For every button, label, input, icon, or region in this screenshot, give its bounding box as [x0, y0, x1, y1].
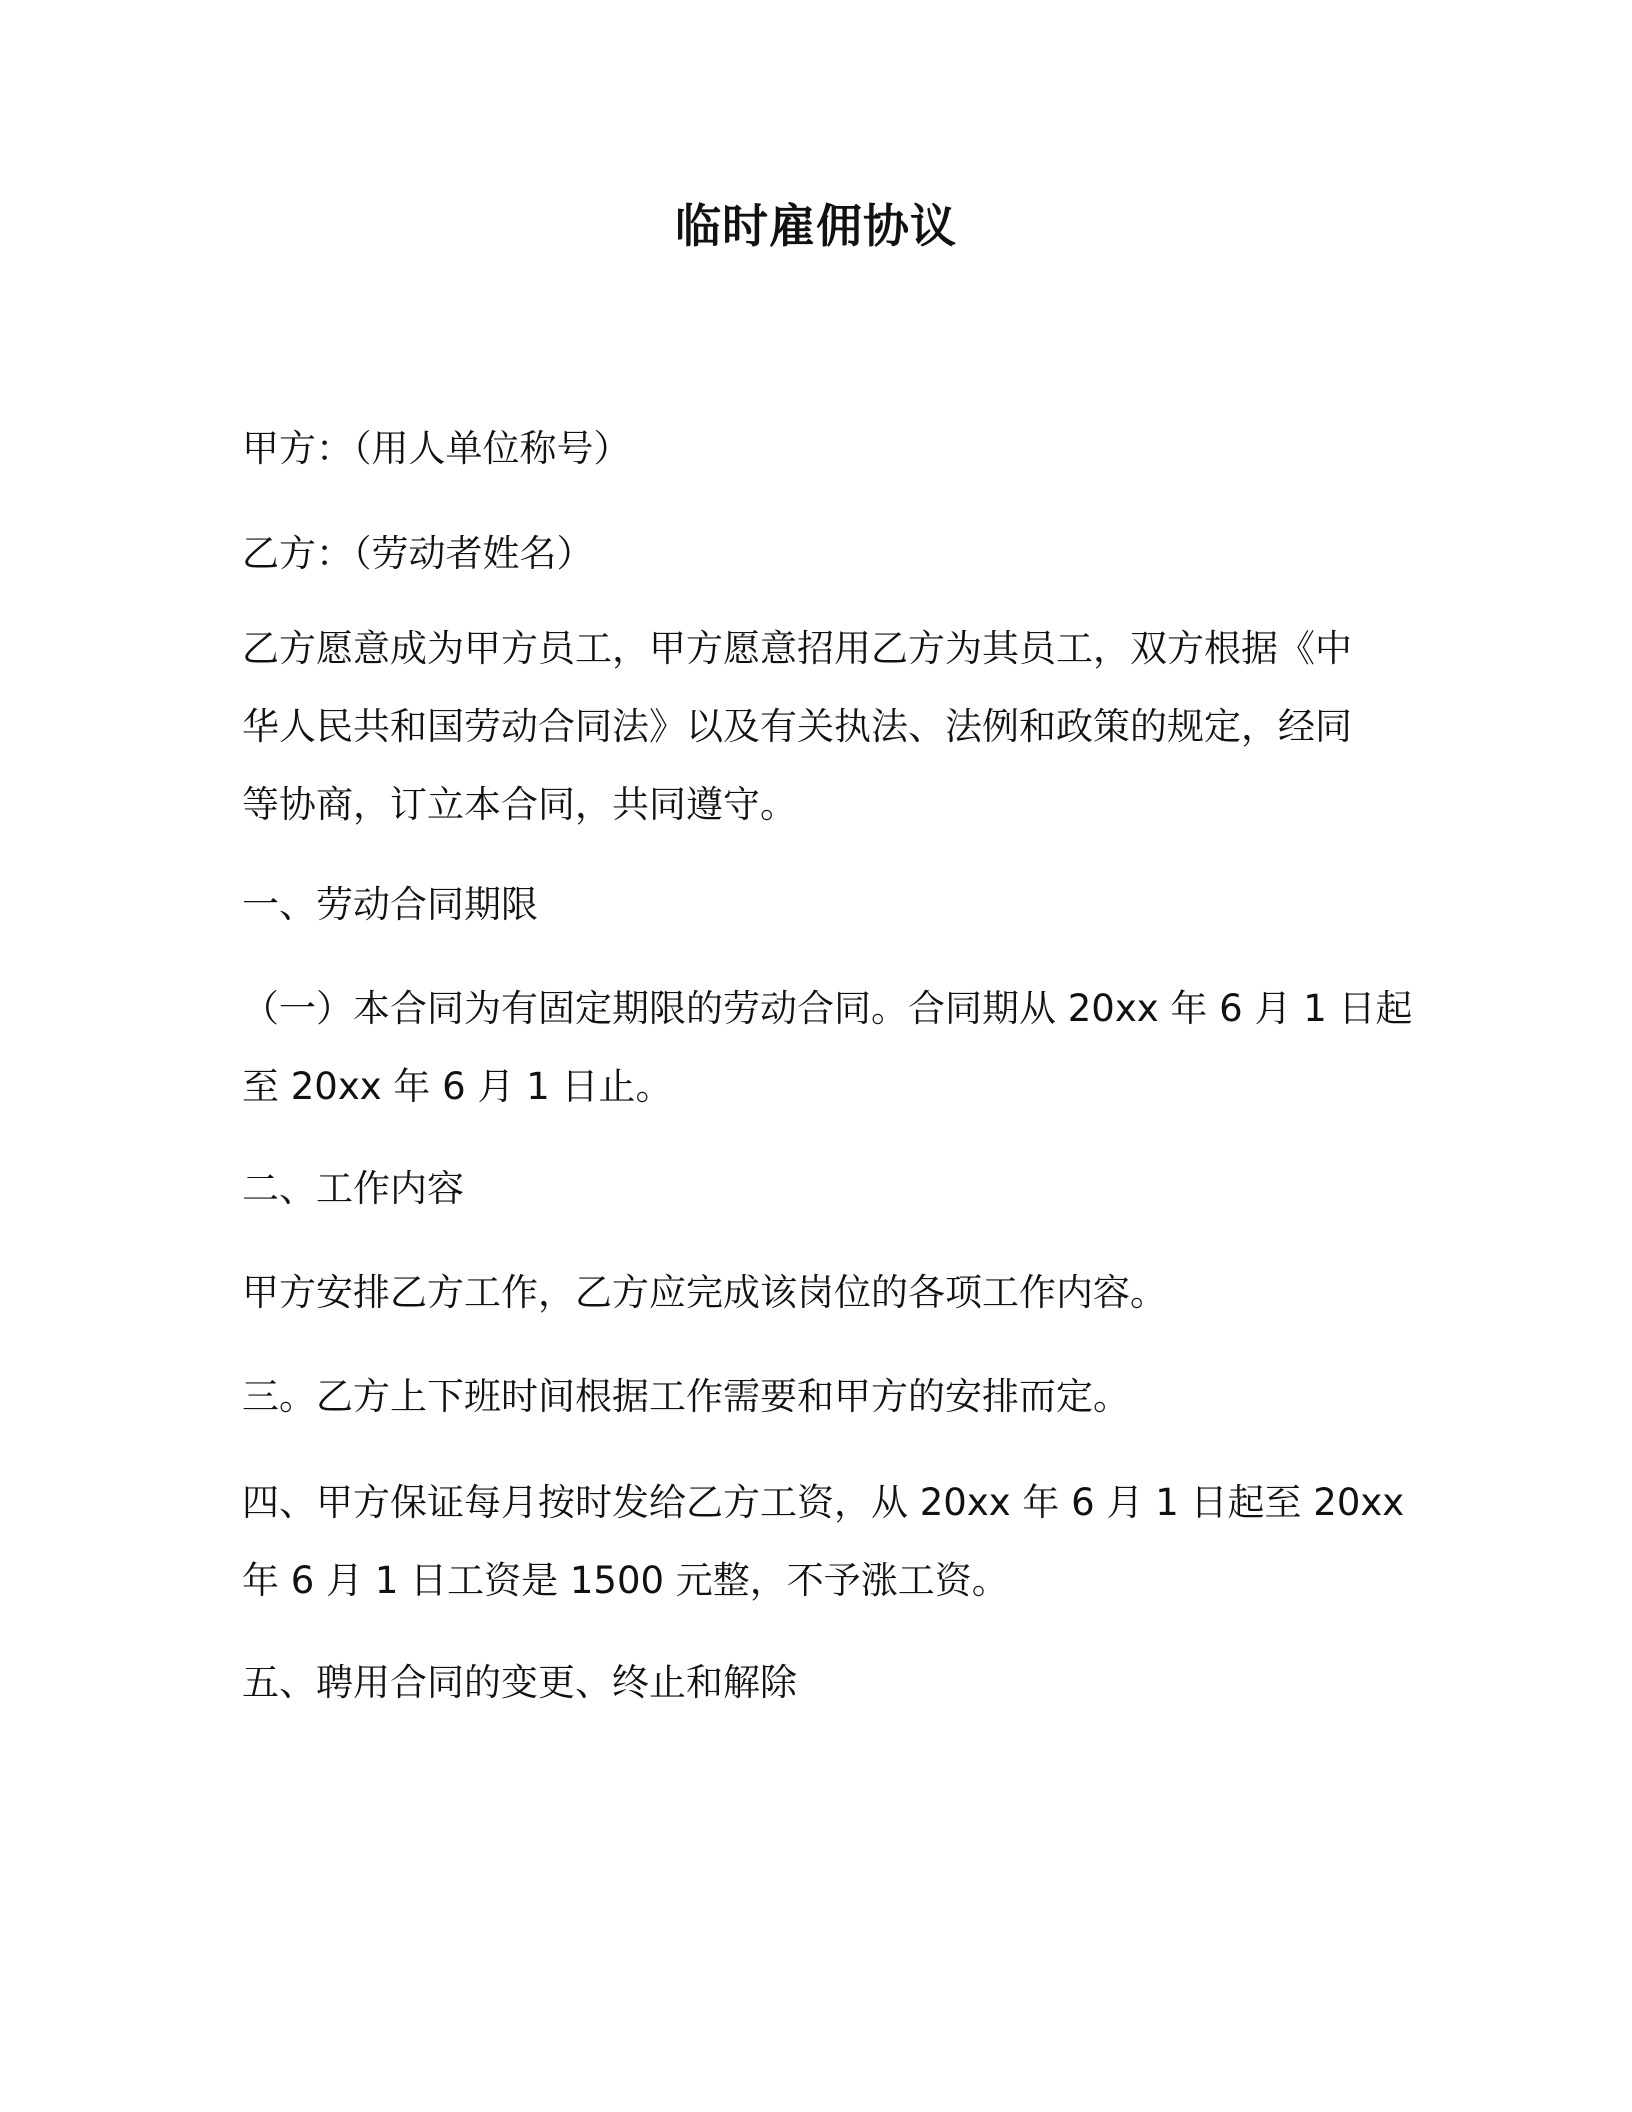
- section2-heading: 二、工作内容: [242, 1167, 464, 1210]
- party-a-line: 甲方：（用人单位称号）: [242, 427, 631, 470]
- section1-heading: 一、劳动合同期限: [242, 883, 538, 926]
- section1-item-line-2: 至 20xx 年 6 月 1 日止。: [242, 1065, 673, 1108]
- section2-body: 甲方安排乙方工作，乙方应完成该岗位的各项工作内容。: [242, 1271, 1167, 1314]
- section1-item: [242, 970, 1413, 1126]
- intro-line-3: 等协商，订立本合同，共同遵守。: [242, 783, 797, 826]
- section5-heading: 五、聘用合同的变更、终止和解除: [242, 1661, 797, 1704]
- intro-paragraph: [242, 610, 1402, 844]
- section4-line-1: 四、甲方保证每月按时发给乙方工资，从 20xx 年 6 月 1 日起至 20xx: [242, 1481, 1405, 1524]
- section1-item-line-1: （一）本合同为有固定期限的劳动合同。合同期从 20xx 年 6 月 1 日起: [242, 987, 1413, 1030]
- party-b-line: 乙方：（劳动者姓名）: [242, 532, 594, 575]
- section4-line-2: 年 6 月 1 日工资是 1500 元整，不予涨工资。: [242, 1559, 1009, 1602]
- document-title: 临时雇佣协议: [675, 199, 957, 253]
- intro-line-2: 华人民共和国劳动合同法》以及有关执法、法例和政策的规定，经同: [242, 705, 1352, 748]
- intro-line-1: 乙方愿意成为甲方员工，甲方愿意招用乙方为其员工，双方根据《中: [242, 627, 1352, 670]
- section3-paragraph: 三。乙方上下班时间根据工作需要和甲方的安排而定。: [242, 1375, 1130, 1418]
- section4-paragraph: [242, 1464, 1405, 1620]
